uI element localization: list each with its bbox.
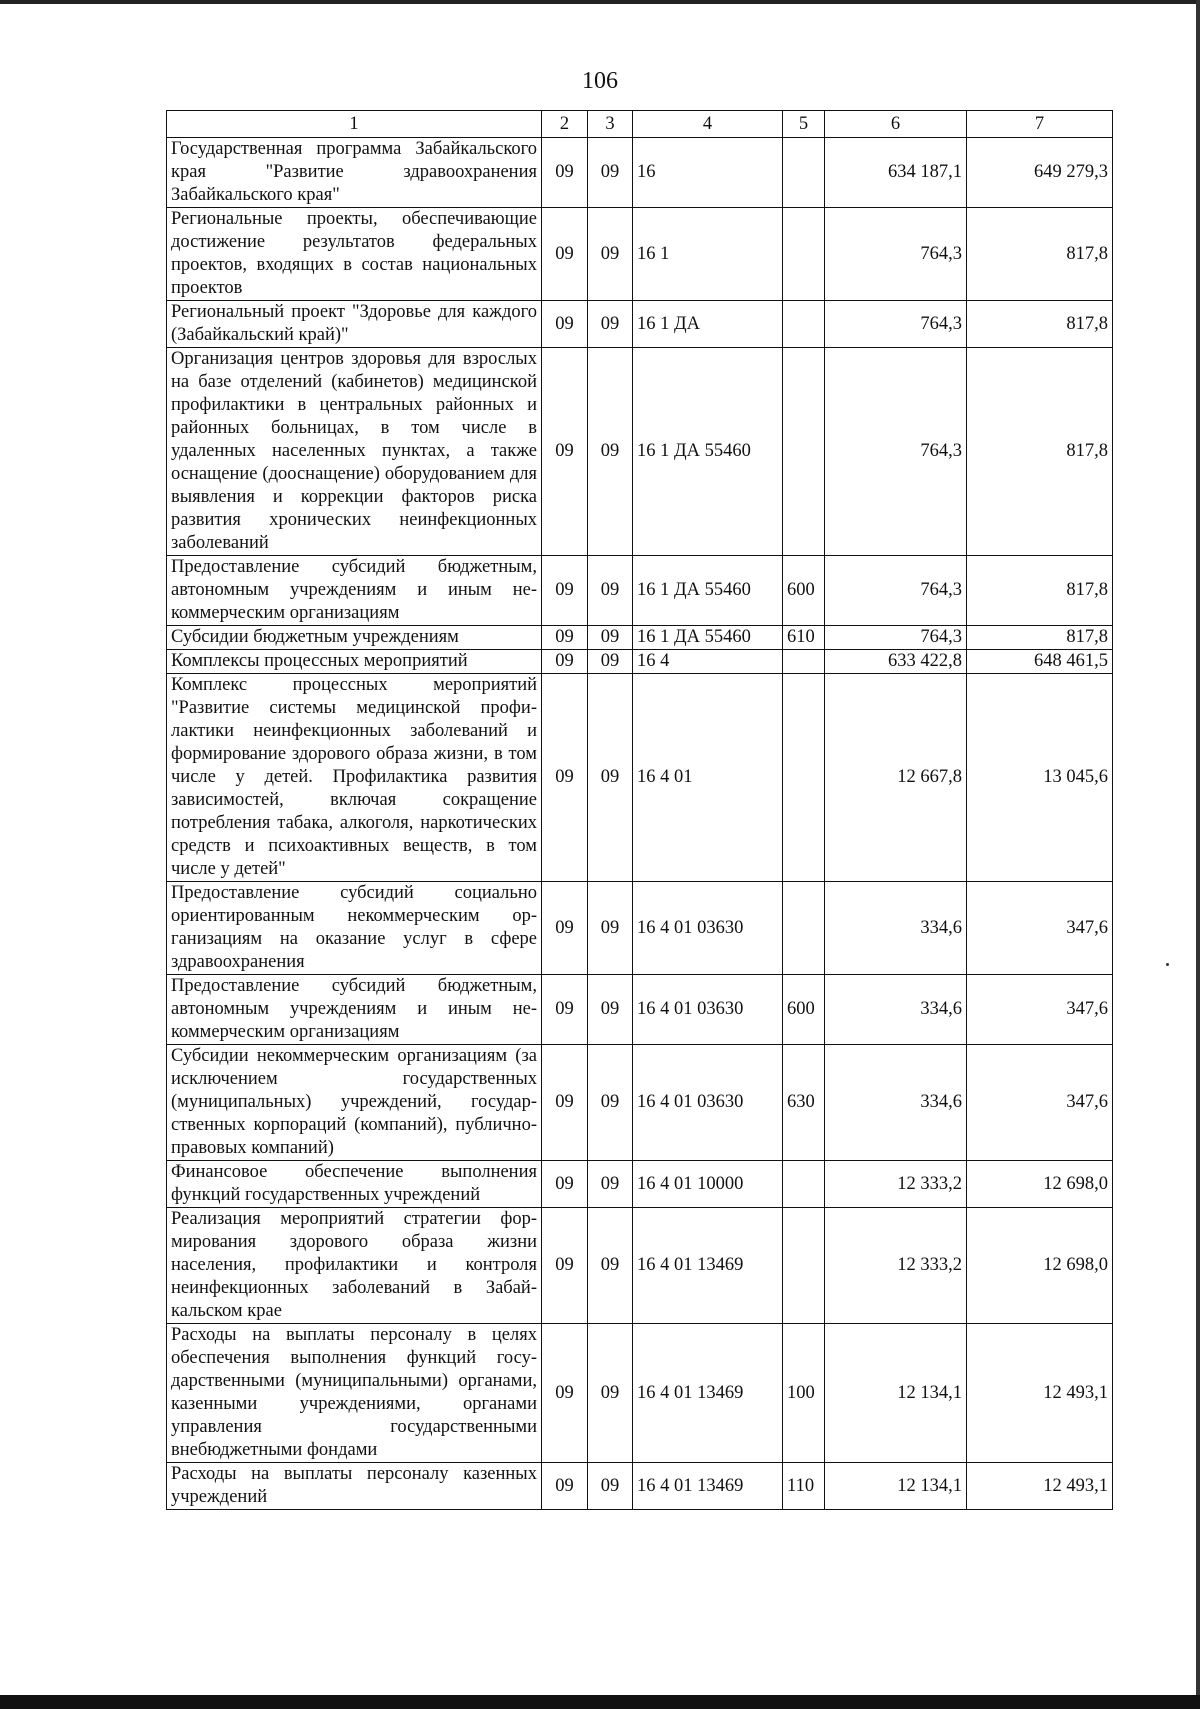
section-code-cell: 09 <box>542 626 588 650</box>
amount-col-6-cell: 634 187,1 <box>825 138 967 208</box>
target-article-cell: 16 1 ДА 55460 <box>633 556 783 626</box>
amount-col-6-cell: 764,3 <box>825 626 967 650</box>
row-name-cell: Организация центров здоровья для взрослых на базе отделений (кабинетов) медицинской профилактики в центральных районных и районных больницах, в том числе в удаленных населенных пунктах, а также оснащение (дооснащение) оборудованием для выявления и коррекции факторов риска развития хронических неинфекционных заболеваний <box>167 348 542 556</box>
amount-col-7-cell: 347,6 <box>967 882 1113 975</box>
table-row <box>167 1045 1113 1161</box>
amount-col-7-cell: 13 045,6 <box>967 674 1113 882</box>
amount-col-6-cell: 334,6 <box>825 882 967 975</box>
table-row <box>167 1161 1113 1208</box>
section-code-cell: 09 <box>542 138 588 208</box>
subsection-code-cell: 09 <box>588 975 633 1045</box>
subsection-code-cell: 09 <box>588 1463 633 1510</box>
expense-type-cell <box>783 348 825 556</box>
subsection-code-cell: 09 <box>588 1045 633 1161</box>
expense-type-cell <box>783 650 825 674</box>
section-code-cell: 09 <box>542 348 588 556</box>
table-row <box>167 626 1113 650</box>
table-row <box>167 348 1113 556</box>
amount-col-7-cell: 817,8 <box>967 348 1113 556</box>
amount-col-6-cell: 12 134,1 <box>825 1463 967 1510</box>
amount-col-7-cell: 817,8 <box>967 301 1113 348</box>
subsection-code-cell: 09 <box>588 208 633 301</box>
table-row <box>167 1324 1113 1463</box>
table-row <box>167 975 1113 1045</box>
scan-border-top <box>0 0 1200 4</box>
expense-type-cell: 600 <box>783 556 825 626</box>
amount-col-6-cell: 12 667,8 <box>825 674 967 882</box>
subsection-code-cell: 09 <box>588 882 633 975</box>
section-code-cell: 09 <box>542 975 588 1045</box>
amount-col-6-cell: 764,3 <box>825 208 967 301</box>
target-article-cell: 16 <box>633 138 783 208</box>
header-col-1: 1 <box>167 111 542 138</box>
amount-col-7-cell: 648 461,5 <box>967 650 1113 674</box>
amount-col-6-cell: 633 422,8 <box>825 650 967 674</box>
row-name-cell: Государственная программа Забайкальского края "Развитие здравоохранения Забайкальского края" <box>167 138 542 208</box>
amount-col-6-cell: 12 134,1 <box>825 1324 967 1463</box>
expense-type-cell: 110 <box>783 1463 825 1510</box>
subsection-code-cell: 09 <box>588 1161 633 1208</box>
subsection-code-cell: 09 <box>588 1208 633 1324</box>
header-col-4: 4 <box>633 111 783 138</box>
amount-col-6-cell: 334,6 <box>825 1045 967 1161</box>
amount-col-6-cell: 764,3 <box>825 301 967 348</box>
subsection-code-cell: 09 <box>588 138 633 208</box>
target-article-cell: 16 4 <box>633 650 783 674</box>
row-name-cell: Региональные проекты, обеспечивающие достижение результатов федеральных проектов, входящих в состав национальных проектов <box>167 208 542 301</box>
table-row <box>167 674 1113 882</box>
section-code-cell: 09 <box>542 1463 588 1510</box>
subsection-code-cell: 09 <box>588 674 633 882</box>
section-code-cell: 09 <box>542 1161 588 1208</box>
expense-type-cell: 600 <box>783 975 825 1045</box>
table-row <box>167 882 1113 975</box>
table-row <box>167 301 1113 348</box>
subsection-code-cell: 09 <box>588 348 633 556</box>
row-name-cell: Расходы на выплаты персоналу казенных учреждений <box>167 1463 542 1510</box>
table-body <box>167 138 1113 1510</box>
expense-type-cell <box>783 301 825 348</box>
amount-col-7-cell: 817,8 <box>967 208 1113 301</box>
amount-col-6-cell: 764,3 <box>825 556 967 626</box>
row-name-cell: Предоставление субсидий бюджетным, автономным учреждениям и иным некоммерческим организациям <box>167 556 542 626</box>
header-row <box>167 111 1113 138</box>
row-name-cell: Субсидии бюджетным учреждениям <box>167 626 542 650</box>
subsection-code-cell: 09 <box>588 626 633 650</box>
expense-type-cell <box>783 1161 825 1208</box>
expense-type-cell: 100 <box>783 1324 825 1463</box>
expense-type-cell <box>783 1208 825 1324</box>
amount-col-7-cell: 649 279,3 <box>967 138 1113 208</box>
section-code-cell: 09 <box>542 1208 588 1324</box>
subsection-code-cell: 09 <box>588 1324 633 1463</box>
target-article-cell: 16 1 <box>633 208 783 301</box>
subsection-code-cell: 09 <box>588 556 633 626</box>
section-code-cell: 09 <box>542 208 588 301</box>
amount-col-7-cell: 817,8 <box>967 556 1113 626</box>
target-article-cell: 16 4 01 13469 <box>633 1324 783 1463</box>
header-col-6: 6 <box>825 111 967 138</box>
scan-border-bottom <box>0 1695 1200 1709</box>
section-code-cell: 09 <box>542 1045 588 1161</box>
row-name-cell: Реализация мероприятий стратегии формирования здорового образа жизни населения, профилактики и контроля неинфекционных заболеваний в Забайкальском крае <box>167 1208 542 1324</box>
target-article-cell: 16 1 ДА 55460 <box>633 348 783 556</box>
scan-speck <box>1166 963 1169 966</box>
subsection-code-cell: 09 <box>588 650 633 674</box>
target-article-cell: 16 4 01 13469 <box>633 1463 783 1510</box>
target-article-cell: 16 4 01 10000 <box>633 1161 783 1208</box>
target-article-cell: 16 4 01 13469 <box>633 1208 783 1324</box>
table-row <box>167 208 1113 301</box>
subsection-code-cell: 09 <box>588 301 633 348</box>
section-code-cell: 09 <box>542 1324 588 1463</box>
scan-border-right <box>1196 0 1200 1709</box>
section-code-cell: 09 <box>542 301 588 348</box>
table-row <box>167 1208 1113 1324</box>
amount-col-6-cell: 764,3 <box>825 348 967 556</box>
target-article-cell: 16 4 01 <box>633 674 783 882</box>
target-article-cell: 16 1 ДА 55460 <box>633 626 783 650</box>
section-code-cell: 09 <box>542 650 588 674</box>
target-article-cell: 16 4 01 03630 <box>633 882 783 975</box>
amount-col-7-cell: 347,6 <box>967 975 1113 1045</box>
header-col-5: 5 <box>783 111 825 138</box>
page-number: 106 <box>582 68 618 94</box>
amount-col-7-cell: 347,6 <box>967 1045 1113 1161</box>
section-code-cell: 09 <box>542 674 588 882</box>
header-col-7: 7 <box>967 111 1113 138</box>
amount-col-7-cell: 817,8 <box>967 626 1113 650</box>
budget-table <box>166 110 1113 1510</box>
amount-col-7-cell: 12 698,0 <box>967 1161 1113 1208</box>
target-article-cell: 16 4 01 03630 <box>633 1045 783 1161</box>
row-name-cell: Предоставление субсидий социально ориентированным некоммерческим организациям на оказание услуг в сфере здравоохранения <box>167 882 542 975</box>
target-article-cell: 16 4 01 03630 <box>633 975 783 1045</box>
row-name-cell: Расходы на выплаты персоналу в целях обеспечения выполнения функций государственными (муниципальными) органами, казенными учреждениями, органами управления государственными внебюджетными фондами <box>167 1324 542 1463</box>
target-article-cell: 16 1 ДА <box>633 301 783 348</box>
row-name-cell: Региональный проект "Здоровье для каждого (Забайкальский край)" <box>167 301 542 348</box>
table-row <box>167 650 1113 674</box>
section-code-cell: 09 <box>542 882 588 975</box>
section-code-cell: 09 <box>542 556 588 626</box>
row-name-cell: Предоставление субсидий бюджетным, автономным учреждениям и иным некоммерческим организациям <box>167 975 542 1045</box>
table-row <box>167 138 1113 208</box>
row-name-cell: Субсидии некоммерческим организациям (за исключением государственных (муниципальных) учреждений, государственных корпораций (компаний), публично-правовых компаний) <box>167 1045 542 1161</box>
expense-type-cell: 610 <box>783 626 825 650</box>
expense-type-cell <box>783 138 825 208</box>
amount-col-7-cell: 12 698,0 <box>967 1208 1113 1324</box>
amount-col-7-cell: 12 493,1 <box>967 1324 1113 1463</box>
amount-col-7-cell: 12 493,1 <box>967 1463 1113 1510</box>
amount-col-6-cell: 12 333,2 <box>825 1208 967 1324</box>
row-name-cell: Финансовое обеспечение выполнения функций государственных учреждений <box>167 1161 542 1208</box>
header-col-3: 3 <box>588 111 633 138</box>
header-col-2: 2 <box>542 111 588 138</box>
expense-type-cell <box>783 208 825 301</box>
row-name-cell: Комплексы процессных мероприятий <box>167 650 542 674</box>
row-name-cell: Комплекс процессных мероприятий "Развитие системы медицинской профилактики неинфекционных заболеваний и формирование здорового образа жизни, в том числе у детей. Профилактика развития зависимостей, включая сокращение потребления табака, алкоголя, наркотических средств и психоактивных веществ, в том числе у детей" <box>167 674 542 882</box>
expense-type-cell: 630 <box>783 1045 825 1161</box>
amount-col-6-cell: 12 333,2 <box>825 1161 967 1208</box>
table-row <box>167 1463 1113 1510</box>
amount-col-6-cell: 334,6 <box>825 975 967 1045</box>
expense-type-cell <box>783 882 825 975</box>
table-row <box>167 556 1113 626</box>
expense-type-cell <box>783 674 825 882</box>
